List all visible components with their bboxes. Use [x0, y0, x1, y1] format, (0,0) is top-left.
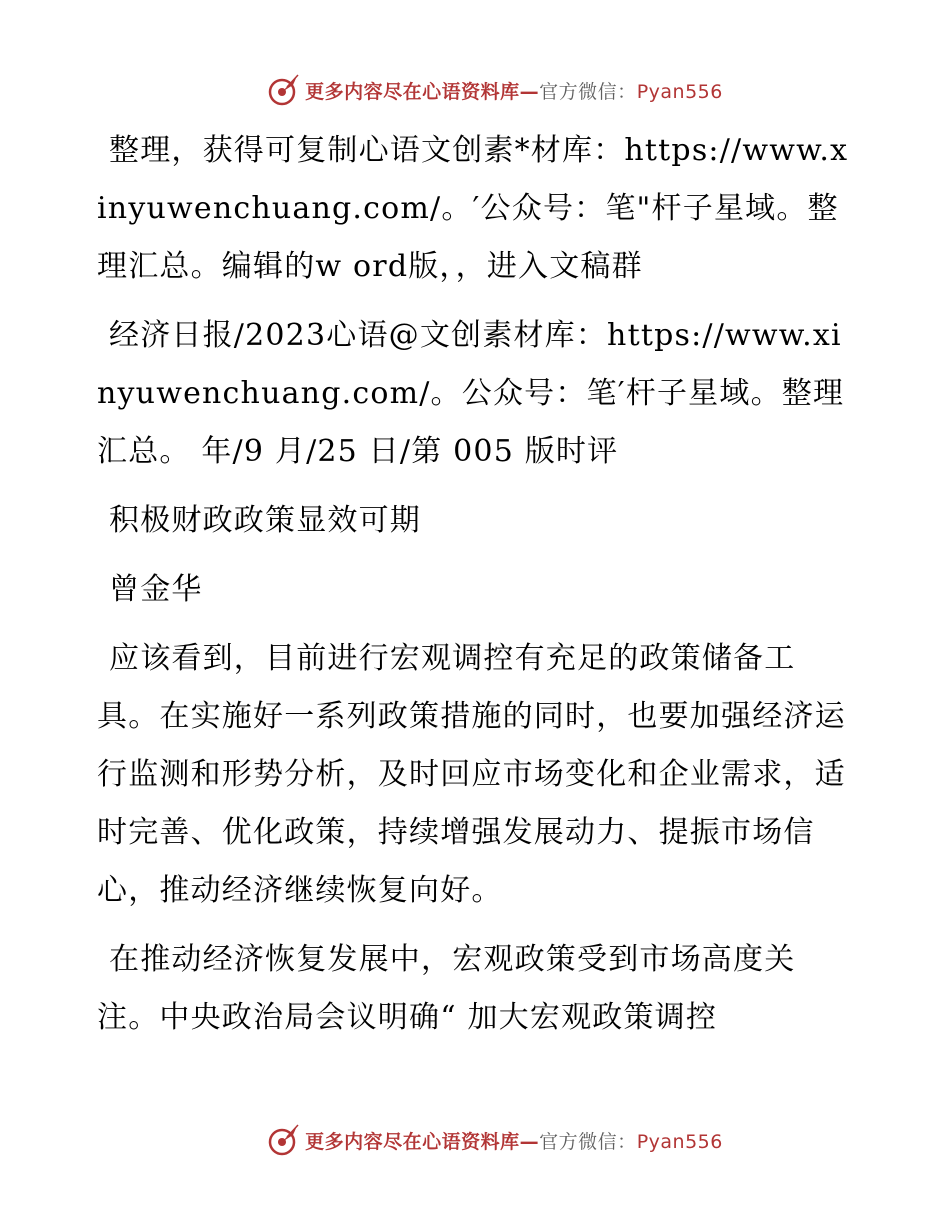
quill-logo-icon [267, 73, 301, 107]
header-banner [0, 70, 950, 110]
document-body [97, 122, 857, 1058]
quill-logo-icon [267, 1123, 301, 1157]
footer-banner [0, 1120, 950, 1160]
paragraph-source: 经济日报/2023心语@文创素材库：https://www.xinyuwenchuang.com/。公众号：笔′杆子星域。整理汇总。 年/9 月/25 日/第 005 版时评 [97, 318, 845, 469]
paragraph-intro: 整理，获得可复制心语文创素*材库：https://www.xinyuwenchuang.com/。′公众号：笔"杆子星域。整理汇总。编辑的w ord版，，进入文稿群 [97, 133, 849, 284]
banner-wechat-id: Pyan556 [636, 1130, 723, 1153]
banner-wechat-label: 官方微信： [539, 1130, 637, 1153]
article-author: 曾金华 [109, 572, 203, 607]
paragraph-body-1: 应该看到，目前进行宏观调控有充足的政策储备工具。在实施好一系列政策措施的同时，也要加强经济运行监测和形势分析，及时回应市场变化和企业需求，适时完善、优化政策，持续增强发展动力、提振市场信心，推动经济继续恢复向好。 [97, 641, 846, 908]
paragraph-body-2: 在推动经济恢复发展中，宏观政策受到市场高度关注。中央政治局会议明确“ 加大宏观政策调控 [97, 942, 796, 1035]
article-title: 积极财政政策显效可期 [109, 503, 421, 538]
banner-main-text: 更多内容尽在心语资料库— [305, 1130, 540, 1153]
banner-main-text: 更多内容尽在心语资料库— [305, 80, 540, 103]
banner-wechat-label: 官方微信： [539, 80, 637, 103]
banner-wechat-id: Pyan556 [636, 80, 723, 103]
